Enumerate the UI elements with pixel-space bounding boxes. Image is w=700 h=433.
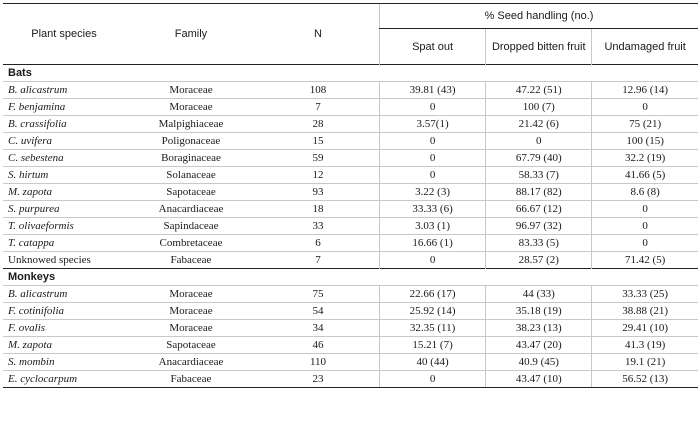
cell-spat-out: 25.92 (14) [380, 303, 486, 320]
cell-family: Moraceae [125, 82, 257, 99]
cell-family: Combretaceae [125, 235, 257, 252]
header-row-1 [3, 4, 698, 29]
cell-species: T. catappa [3, 235, 125, 252]
cell-species: B. alicastrum [3, 82, 125, 99]
cell-n: 75 [257, 286, 380, 303]
table-row [3, 116, 698, 133]
cell-undamaged: 0 [592, 99, 698, 116]
cell-family: Anacardiaceae [125, 201, 257, 218]
cell-spat-out: 3.22 (3) [380, 184, 486, 201]
cell-undamaged: 0 [592, 201, 698, 218]
table-row [3, 252, 698, 269]
cell-species: T. olivaeformis [3, 218, 125, 235]
table-row [3, 167, 698, 184]
cell-spat-out: 15.21 (7) [380, 337, 486, 354]
table-row [3, 150, 698, 167]
cell-n: 108 [257, 82, 380, 99]
cell-family: Boraginaceae [125, 150, 257, 167]
table-row [3, 371, 698, 388]
cell-n: 59 [257, 150, 380, 167]
cell-n: 33 [257, 218, 380, 235]
cell-n: 23 [257, 371, 380, 388]
table-row [3, 286, 698, 303]
cell-spat-out: 0 [380, 252, 486, 269]
cell-dropped-bitten: 35.18 (19) [486, 303, 592, 320]
header-seed-handling: % Seed handling (no.) [380, 4, 699, 29]
cell-spat-out: 0 [380, 150, 486, 167]
cell-undamaged: 71.42 (5) [592, 252, 698, 269]
cell-species: M. zapota [3, 184, 125, 201]
cell-dropped-bitten: 67.79 (40) [486, 150, 592, 167]
cell-spat-out: 3.03 (1) [380, 218, 486, 235]
cell-n: 18 [257, 201, 380, 218]
cell-spat-out: 3.57(1) [380, 116, 486, 133]
cell-spat-out: 39.81 (43) [380, 82, 486, 99]
cell-undamaged: 56.52 (13) [592, 371, 698, 388]
seed-handling-table [3, 3, 698, 388]
cell-dropped-bitten: 43.47 (20) [486, 337, 592, 354]
cell-n: 46 [257, 337, 380, 354]
cell-undamaged: 33.33 (25) [592, 286, 698, 303]
cell-undamaged: 41.3 (19) [592, 337, 698, 354]
cell-family: Fabaceae [125, 371, 257, 388]
cell-family: Moraceae [125, 99, 257, 116]
cell-n: 34 [257, 320, 380, 337]
table-row [3, 184, 698, 201]
cell-n: 93 [257, 184, 380, 201]
group-row-monkeys [3, 269, 698, 286]
table-row [3, 320, 698, 337]
cell-family: Fabaceae [125, 252, 257, 269]
cell-family: Poligonaceae [125, 133, 257, 150]
cell-species: C. uvifera [3, 133, 125, 150]
cell-dropped-bitten: 58.33 (7) [486, 167, 592, 184]
table-row [3, 99, 698, 116]
cell-dropped-bitten: 38.23 (13) [486, 320, 592, 337]
cell-n: 12 [257, 167, 380, 184]
cell-species: S. purpurea [3, 201, 125, 218]
table-row [3, 218, 698, 235]
cell-dropped-bitten: 66.67 (12) [486, 201, 592, 218]
cell-species: B. alicastrum [3, 286, 125, 303]
cell-family: Malpighiaceae [125, 116, 257, 133]
cell-undamaged: 100 (15) [592, 133, 698, 150]
cell-undamaged: 29.41 (10) [592, 320, 698, 337]
header-spat-out: Spat out [380, 29, 486, 65]
cell-spat-out: 0 [380, 99, 486, 116]
cell-undamaged: 0 [592, 235, 698, 252]
cell-species: C. sebestena [3, 150, 125, 167]
cell-dropped-bitten: 83.33 (5) [486, 235, 592, 252]
header-undamaged-fruit: Undamaged fruit [592, 29, 698, 65]
cell-n: 7 [257, 252, 380, 269]
group-label: Bats [3, 65, 698, 82]
header-dropped-bitten-fruit: Dropped bitten fruit [486, 29, 592, 65]
cell-undamaged: 12.96 (14) [592, 82, 698, 99]
cell-dropped-bitten: 100 (7) [486, 99, 592, 116]
cell-undamaged: 8.6 (8) [592, 184, 698, 201]
cell-species: F. cotinifolia [3, 303, 125, 320]
group-label: Monkeys [3, 269, 698, 286]
cell-spat-out: 0 [380, 371, 486, 388]
cell-species: Unknowed species [3, 252, 125, 269]
cell-spat-out: 32.35 (11) [380, 320, 486, 337]
cell-family: Moraceae [125, 286, 257, 303]
header-n: N [257, 4, 380, 65]
cell-species: S. mombin [3, 354, 125, 371]
cell-spat-out: 0 [380, 167, 486, 184]
cell-dropped-bitten: 0 [486, 133, 592, 150]
cell-spat-out: 33.33 (6) [380, 201, 486, 218]
cell-spat-out: 22.66 (17) [380, 286, 486, 303]
cell-spat-out: 16.66 (1) [380, 235, 486, 252]
cell-undamaged: 0 [592, 218, 698, 235]
cell-spat-out: 0 [380, 133, 486, 150]
cell-undamaged: 19.1 (21) [592, 354, 698, 371]
table-row [3, 337, 698, 354]
cell-dropped-bitten: 40.9 (45) [486, 354, 592, 371]
cell-n: 7 [257, 99, 380, 116]
cell-n: 15 [257, 133, 380, 150]
cell-undamaged: 75 (21) [592, 116, 698, 133]
header-plant-species: Plant species [3, 4, 125, 65]
cell-family: Moraceae [125, 320, 257, 337]
cell-family: Sapotaceae [125, 337, 257, 354]
cell-dropped-bitten: 28.57 (2) [486, 252, 592, 269]
cell-dropped-bitten: 43.47 (10) [486, 371, 592, 388]
table-body [3, 65, 698, 388]
cell-dropped-bitten: 88.17 (82) [486, 184, 592, 201]
cell-species: F. ovalis [3, 320, 125, 337]
cell-species: B. crassifolia [3, 116, 125, 133]
cell-undamaged: 38.88 (21) [592, 303, 698, 320]
cell-species: E. cyclocarpum [3, 371, 125, 388]
cell-n: 110 [257, 354, 380, 371]
cell-family: Solanaceae [125, 167, 257, 184]
cell-n: 28 [257, 116, 380, 133]
table-row [3, 354, 698, 371]
table-row [3, 201, 698, 218]
header-family: Family [125, 4, 257, 65]
cell-species: M. zapota [3, 337, 125, 354]
cell-dropped-bitten: 44 (33) [486, 286, 592, 303]
cell-n: 54 [257, 303, 380, 320]
cell-undamaged: 32.2 (19) [592, 150, 698, 167]
cell-family: Sapotaceae [125, 184, 257, 201]
table-row [3, 303, 698, 320]
cell-spat-out: 40 (44) [380, 354, 486, 371]
cell-family: Anacardiaceae [125, 354, 257, 371]
cell-dropped-bitten: 47.22 (51) [486, 82, 592, 99]
cell-species: S. hirtum [3, 167, 125, 184]
cell-species: F. benjamina [3, 99, 125, 116]
group-row-bats [3, 65, 698, 82]
cell-family: Sapindaceae [125, 218, 257, 235]
cell-family: Moraceae [125, 303, 257, 320]
cell-dropped-bitten: 96.97 (32) [486, 218, 592, 235]
table-row [3, 133, 698, 150]
cell-n: 6 [257, 235, 380, 252]
table-row [3, 235, 698, 252]
cell-dropped-bitten: 21.42 (6) [486, 116, 592, 133]
table-row [3, 82, 698, 99]
cell-undamaged: 41.66 (5) [592, 167, 698, 184]
